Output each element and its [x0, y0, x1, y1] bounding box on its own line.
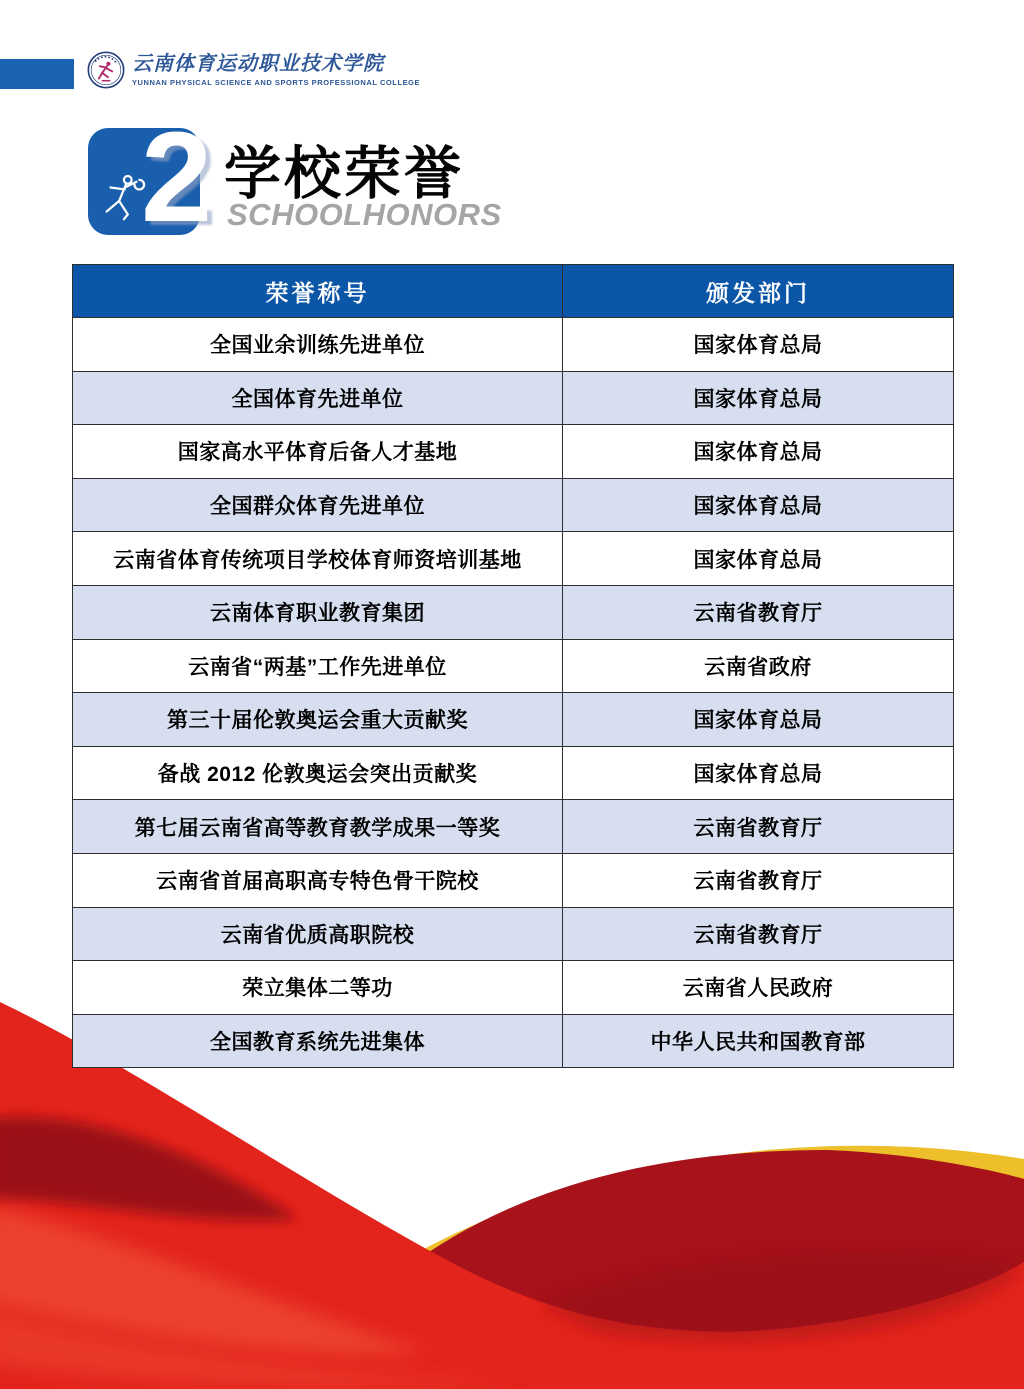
- honors-table: [72, 264, 954, 1068]
- honor-title-cell: 第七届云南省高等教育教学成果一等奖: [73, 800, 563, 854]
- college-name-block: [132, 51, 420, 87]
- honor-title-cell: 全国业余训练先进单位: [73, 318, 563, 372]
- issuing-department-cell: 中华人民共和国教育部: [563, 1014, 954, 1068]
- table-header-row: [73, 265, 954, 318]
- honor-title-cell: 全国群众体育先进单位: [73, 478, 563, 532]
- column-header-honor: 荣誉称号: [73, 265, 563, 318]
- table-row: [73, 1014, 954, 1068]
- table-row: [73, 961, 954, 1015]
- issuing-department-cell: 云南省教育厅: [563, 585, 954, 639]
- table-row: [73, 532, 954, 586]
- issuing-department-cell: 云南省教育厅: [563, 907, 954, 961]
- issuing-department-cell: 国家体育总局: [563, 693, 954, 747]
- issuing-department-cell: 国家体育总局: [563, 318, 954, 372]
- honor-title-cell: 云南省首届高职高专特色骨干院校: [73, 853, 563, 907]
- page-edge-tab: [0, 59, 74, 89]
- honor-title-cell: 云南省优质高职院校: [73, 907, 563, 961]
- issuing-department-cell: 国家体育总局: [563, 478, 954, 532]
- table-row: [73, 639, 954, 693]
- table-row: [73, 853, 954, 907]
- college-name-chinese: 云南体育运动职业技术学院: [132, 53, 384, 75]
- table-row: [73, 746, 954, 800]
- honor-title-cell: 第三十届伦敦奥运会重大贡献奖: [73, 693, 563, 747]
- honor-title-cell: 全国体育先进单位: [73, 371, 563, 425]
- issuing-department-cell: 国家体育总局: [563, 425, 954, 479]
- table-row: [73, 478, 954, 532]
- column-header-department: 颁发部门: [563, 265, 954, 318]
- issuing-department-cell: 云南省教育厅: [563, 800, 954, 854]
- table-row: [73, 693, 954, 747]
- table-row: [73, 800, 954, 854]
- issuing-department-cell: 云南省政府: [563, 639, 954, 693]
- section-number: 2: [141, 106, 213, 249]
- honor-title-cell: 云南省体育传统项目学校体育师资培训基地: [73, 532, 563, 586]
- issuing-department-cell: 国家体育总局: [563, 746, 954, 800]
- section-subtitle: SCHOOLHONORS: [227, 197, 502, 232]
- honor-title-cell: 云南省“两基”工作先进单位: [73, 639, 563, 693]
- table-row: [73, 585, 954, 639]
- honors-table-body: [73, 318, 954, 1068]
- table-row: [73, 425, 954, 479]
- college-brand-header: [87, 51, 420, 89]
- table-row: [73, 371, 954, 425]
- honor-title-cell: 荣立集体二等功: [73, 961, 563, 1015]
- issuing-department-cell: 国家体育总局: [563, 532, 954, 586]
- issuing-department-cell: 国家体育总局: [563, 371, 954, 425]
- table-row: [73, 318, 954, 372]
- issuing-department-cell: 云南省教育厅: [563, 853, 954, 907]
- college-name-english: YUNNAN PHYSICAL SCIENCE AND SPORTS PROFESSIONAL COLLEGE: [132, 78, 421, 87]
- section-title: 学校荣誉: [224, 142, 464, 206]
- honor-title-cell: 国家高水平体育后备人才基地: [73, 425, 563, 479]
- runner-pictogram-icon: [98, 171, 146, 229]
- issuing-department-cell: 云南省人民政府: [563, 961, 954, 1015]
- honor-title-cell: 云南体育职业教育集团: [73, 585, 563, 639]
- honor-title-cell: 备战 2012 伦敦奥运会突出贡献奖: [73, 746, 563, 800]
- honor-title-cell: 全国教育系统先进集体: [73, 1014, 563, 1068]
- table-row: [73, 907, 954, 961]
- college-seal-icon: [87, 51, 125, 89]
